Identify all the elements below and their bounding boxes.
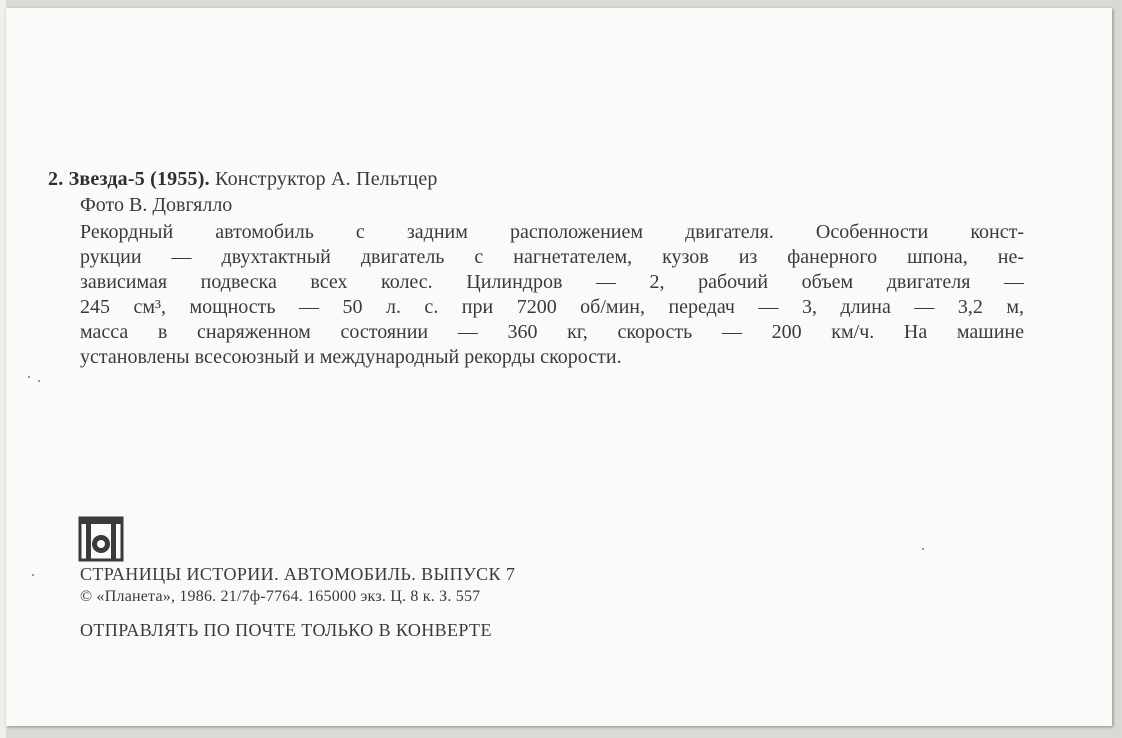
planeta-publisher-logo-icon <box>78 516 124 562</box>
model-name: Звезда-5 (1955). <box>68 168 210 190</box>
dust-speck <box>922 548 924 550</box>
description-line: масса в снаряженном состоянии — 360 кг, скорость — 200 км/ч. На машине <box>80 321 1024 343</box>
postcard-back <box>6 8 1112 726</box>
mail-instruction: ОТПРАВЛЯТЬ ПО ПОЧТЕ ТОЛЬКО В КОНВЕРТЕ <box>80 620 492 640</box>
dust-speck <box>28 376 30 378</box>
description-line: установлены всесоюзный и международный рекорды скорости. <box>80 346 622 368</box>
description-line: Рекордный автомобиль с задним расположением двигателя. Особенности конст- <box>80 221 1024 243</box>
description-line: зависимая подвеска всех колес. Цилиндров — 2, рабочий объем двигателя — <box>80 271 1024 293</box>
description-line: 245 см³, мощность — 50 л. с. при 7200 об/мин, передач — 3, длина — 3,2 м, <box>80 296 1024 318</box>
photo-credit: Фото В. Довгялло <box>80 194 233 216</box>
series-title: СТРАНИЦЫ ИСТОРИИ. АВТОМОБИЛЬ. ВЫПУСК 7 <box>80 564 516 584</box>
description <box>80 220 1024 370</box>
card-number: 2. <box>48 168 64 190</box>
designer-credit: Конструктор А. Пельтцер <box>215 168 438 190</box>
description-line: рукции — двухтактный двигатель с нагнетателем, кузов из фанерного шпона, не- <box>80 246 1024 268</box>
card-heading <box>48 168 438 191</box>
imprint-line: © «Планета», 1986. 21/7ф-7764. 165000 экз. Ц. 8 к. З. 557 <box>80 588 481 605</box>
dust-speck <box>32 574 34 576</box>
dust-speck <box>38 380 40 382</box>
